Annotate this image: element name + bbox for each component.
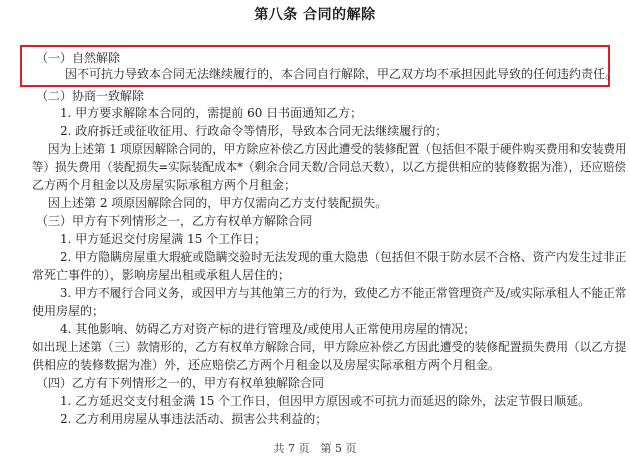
clause-4-2: 2. 乙方利用房屋从事违法活动、损害公共利益的； (60, 412, 328, 426)
paragraph-compensation-3: 乙方两个月租金以及房屋实际承租方两个月租金； (32, 178, 297, 192)
clause-3-2-cont: 常死亡事件的），影响房屋出租或承租人居住的； (32, 268, 291, 282)
heading-party-a-termination: （四）乙方有下列情形之一的，甲方有权单独解除合同 (36, 376, 325, 390)
page-title: 第八条 合同的解除 (254, 7, 376, 23)
paragraph-section-3-compensation: 如出现上述第（三）款情形的，乙方有权单方解除合同，甲方除应补偿乙方因此遭受的装修配置损失费用（以乙方提 (32, 340, 627, 354)
clause-3-3: 3. 甲方不履行合同义务，或因甲方与其他第三方的行为，致使乙方不能正常管理资产及/或实际承租人不能正常 (60, 286, 627, 300)
paragraph-compensation-1: 因为上述第 1 项原因解除合同的，甲方除应补偿乙方因此遭受的装修配置（包括但不限于硬件购买费用和安装费用 (48, 142, 627, 156)
paragraph-compensation-2: 等）损失费用（装配损失=实际装配成本*（剩余合同天数/合同总天数），以乙方提供相应的装修数据为准），还应赔偿 (32, 160, 627, 174)
clause-4-1: 1. 乙方延迟交支付租金满 15 个工作日，但因甲方原因或不可抗力而延迟的除外，法定节假日顺延。 (60, 394, 591, 408)
paragraph-section-3-compensation-cont: 供相应的装修数据为准）外，还应赔偿乙方两个月租金以及房屋实际承租方两个月租金。 (32, 358, 501, 372)
clause-3-1: 1. 甲方延迟交付房屋满 15 个工作日； (60, 232, 267, 246)
clause-2-1: 1. 甲方要求解除本合同的，需提前 60 日书面通知乙方； (60, 106, 363, 120)
clause-3-2: 2. 甲方隐瞒房屋重大瑕疵或隐瞒交验时无法发现的重大隐患（包括但不限于防水层不合格、资产内发生过非正 (60, 250, 627, 264)
clause-3-4: 4. 其他影响、妨碍乙方对资产标的进行管理及/或使用人正常使用房屋的情况； (60, 322, 476, 336)
paragraph-force-majeure: 因不可抗力导致本合同无法继续履行的，本合同自行解除，甲乙双方均不承担因此导致的任何违约责任。 (65, 67, 618, 81)
heading-party-b-termination: （三）甲方有下列情形之一，乙方有权单方解除合同 (36, 214, 313, 228)
clause-2-2: 2. 政府拆迁或征收征用、行政命令等情形，导致本合同无法继续履行的； (60, 124, 448, 138)
paragraph-compensation-4: 因上述第 2 项原因解除合同的，甲方仅需向乙方支付装配损失。 (48, 196, 388, 210)
page-footer: 共 7 页 第 5 页 (273, 442, 357, 455)
heading-mutual-termination: （二）协商一致解除 (36, 89, 145, 103)
heading-natural-termination: （一）自然解除 (36, 51, 121, 65)
clause-3-3-cont: 使用房屋的； (32, 304, 105, 318)
